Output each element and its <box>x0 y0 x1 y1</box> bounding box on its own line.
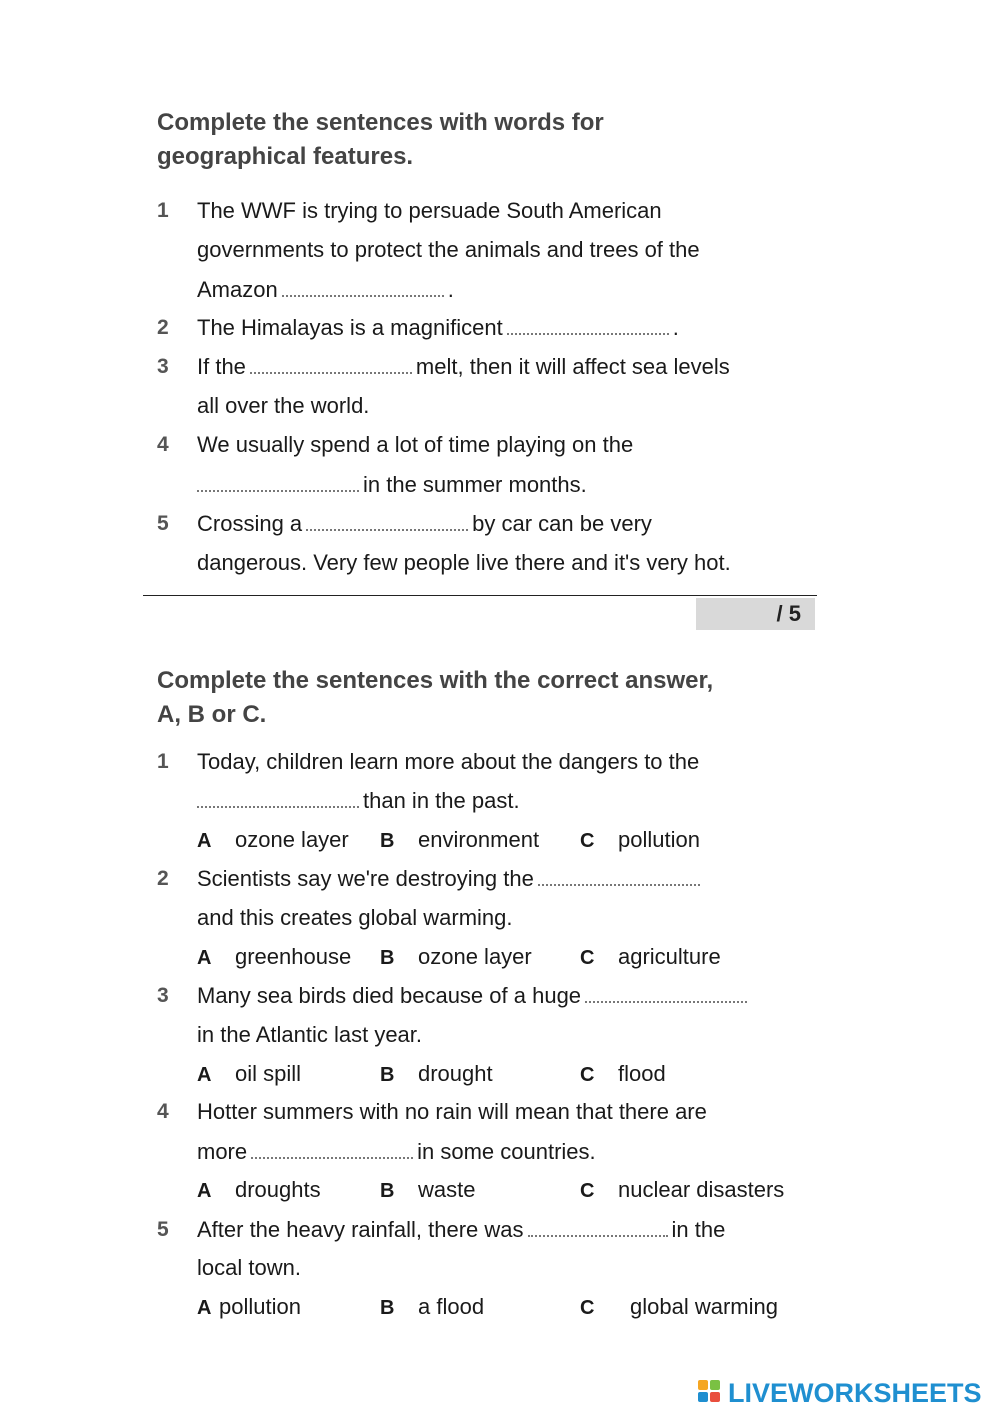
s1-item2-blank[interactable] <box>507 331 669 335</box>
s2-item5-blank[interactable] <box>528 1233 668 1237</box>
s1-item1-pre: Amazon <box>197 277 278 302</box>
s2-item2-blank[interactable] <box>538 882 700 886</box>
s1-item4-number: 4 <box>157 433 169 456</box>
s1-item1-line2: governments to protect the animals and trees of the <box>197 237 700 262</box>
s2-item5-line2: local town. <box>197 1255 301 1280</box>
s2-item4-blank[interactable] <box>251 1155 413 1159</box>
s2-item2-option-a[interactable]: A greenhouse <box>197 944 352 969</box>
s2-item5-post: in the <box>671 1217 726 1242</box>
s2-item1-option-b[interactable]: B environment <box>380 827 540 852</box>
s2-item4-option-b[interactable]: B waste <box>380 1177 476 1202</box>
s1-item1-line1: The WWF is trying to persuade South American <box>197 198 662 223</box>
liveworksheets-logo <box>698 1378 982 1408</box>
s2-item1-line1: Today, children learn more about the dangers to the <box>197 749 700 774</box>
s2-item5-number: 5 <box>157 1218 169 1241</box>
s1-item3-number: 3 <box>157 355 169 378</box>
section2-heading-line2: A, B or C. <box>157 701 267 728</box>
s1-item3-pre: If the <box>197 354 246 379</box>
s1-item5-post: by car can be very <box>472 511 652 536</box>
s1-item3-line2: all over the world. <box>197 393 370 418</box>
s2-item5-option-c[interactable]: C global warming <box>580 1294 778 1319</box>
s1-item5-blank[interactable] <box>306 527 468 531</box>
s2-item3-line2: in the Atlantic last year. <box>197 1022 423 1047</box>
s1-item4-blank[interactable] <box>197 488 359 492</box>
s2-item2-number: 2 <box>157 867 169 890</box>
s2-item1-option-c[interactable]: C pollution <box>580 827 700 852</box>
s2-item3-number: 3 <box>157 984 169 1007</box>
section1-heading-line2: geographical features. <box>157 143 414 170</box>
s1-item2-number: 2 <box>157 316 169 339</box>
s1-item4-line1: We usually spend a lot of time playing on the <box>197 432 634 457</box>
s1-item5-number: 5 <box>157 512 169 535</box>
s2-item1-line2 <box>197 787 520 815</box>
score-text: / 5 <box>776 601 801 626</box>
s2-item4-pre: more <box>197 1139 248 1164</box>
s2-item5-pre: After the heavy rainfall, there was <box>197 1217 524 1242</box>
s2-item2-option-b[interactable]: B ozone layer <box>380 944 532 969</box>
s1-item1-post: . <box>447 277 454 302</box>
s2-item2-option-c[interactable]: C agriculture <box>580 944 721 969</box>
s1-item1-blank[interactable] <box>282 293 444 297</box>
s1-item2-post: . <box>672 315 679 340</box>
s2-item4-line1: Hotter summers with no rain will mean that there are <box>197 1099 707 1124</box>
s1-item4-line2 <box>197 471 587 499</box>
s2-item3-pre: Many sea birds died because of a huge <box>197 983 582 1008</box>
s2-item2-pre: Scientists say we're destroying the <box>197 866 534 891</box>
s1-item2-line1 <box>197 314 679 342</box>
liveworksheets-logo-text: LIVEWORKSHEETS <box>728 1378 982 1408</box>
s2-item2-line1 <box>197 865 704 893</box>
s2-item1-number: 1 <box>157 750 169 773</box>
s2-item3-option-a[interactable]: A oil spill <box>197 1061 302 1086</box>
s2-item4-option-a[interactable]: A droughts <box>197 1177 321 1202</box>
section1-heading-line1: Complete the sentences with words for <box>157 109 604 136</box>
s2-item1-blank[interactable] <box>197 804 359 808</box>
s2-item4-line2 <box>197 1138 596 1166</box>
s2-item5-option-b[interactable]: B a flood <box>380 1294 485 1319</box>
s2-item5-option-a[interactable]: A pollution <box>197 1294 301 1319</box>
s2-item4-post: in some countries. <box>417 1139 596 1164</box>
s1-item5-pre: Crossing a <box>197 511 303 536</box>
section-divider <box>143 595 817 596</box>
section2-heading-line1: Complete the sentences with the correct answer, <box>157 667 714 694</box>
s2-item3-option-b[interactable]: B drought <box>380 1061 493 1086</box>
s2-item3-line1 <box>197 982 751 1010</box>
liveworksheets-logo-icon <box>698 1380 724 1406</box>
s1-item1-number: 1 <box>157 199 169 222</box>
s1-item3-blank[interactable] <box>250 370 412 374</box>
s2-item3-option-c[interactable]: C flood <box>580 1061 666 1086</box>
s1-item3-post: melt, then it will affect sea levels <box>415 354 730 379</box>
s2-item1-option-a[interactable]: A ozone layer <box>197 827 349 852</box>
s1-item5-line2: dangerous. Very few people live there and it's very hot. <box>197 550 731 575</box>
s2-item3-blank[interactable] <box>585 999 747 1003</box>
s1-item5-line1 <box>197 510 652 538</box>
s2-item4-option-c[interactable]: C nuclear disasters <box>580 1177 785 1202</box>
s1-item1-line3 <box>197 276 454 304</box>
s2-item1-post: than in the past. <box>363 788 520 813</box>
s2-item4-number: 4 <box>157 1100 169 1123</box>
score-box <box>696 598 815 630</box>
s1-item4-post: in the summer months. <box>363 472 587 497</box>
s2-item5-line1 <box>197 1216 725 1244</box>
s1-item3-line1 <box>197 353 730 381</box>
s1-item2-pre: The Himalayas is a magnificent <box>197 315 503 340</box>
s2-item2-line2: and this creates global warming. <box>197 905 513 930</box>
